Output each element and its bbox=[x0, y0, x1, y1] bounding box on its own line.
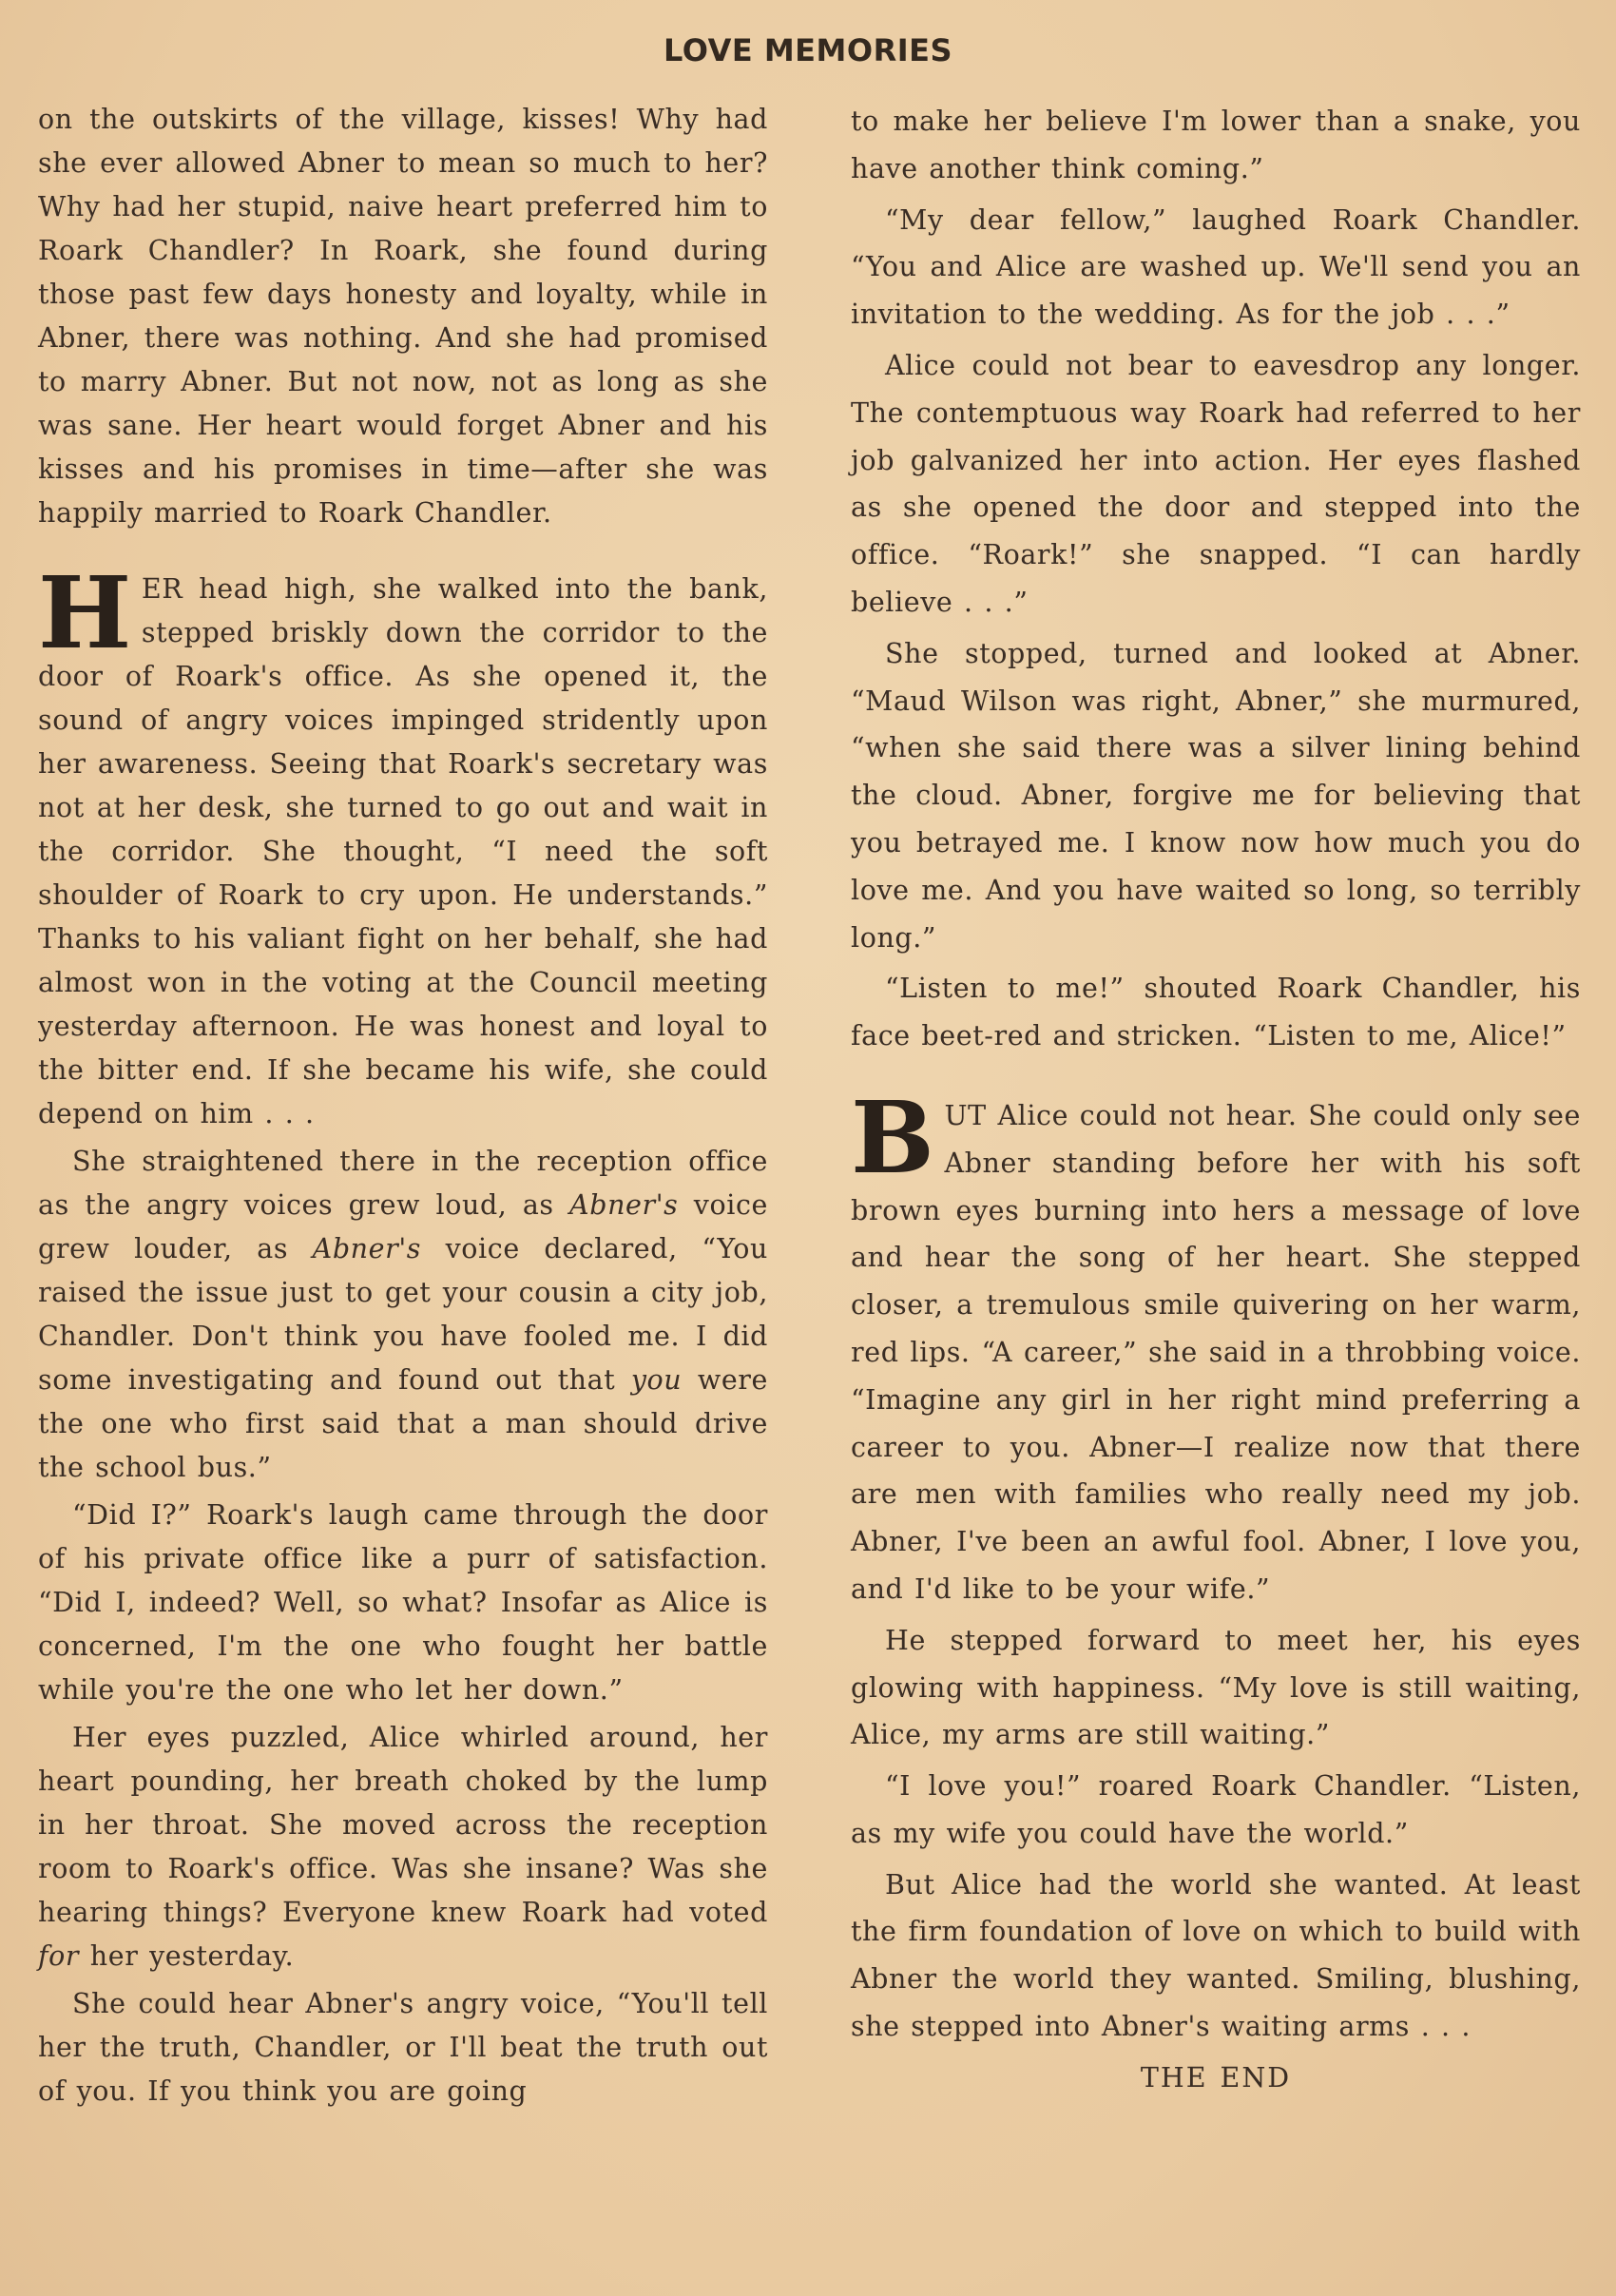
text-run: “I love you!” roared Roark Chandler. “Listen, as my wife you could have the world.” bbox=[851, 1770, 1581, 1849]
paragraph bbox=[38, 98, 768, 535]
paragraph bbox=[851, 342, 1581, 627]
text-run: to make her believe I'm lower than a snake, you have another think coming.” bbox=[851, 106, 1581, 184]
text-run: voice declared, “You raised the issue just to get your cousin a city job, Chandler. Don't think you have fooled me. I did some investigating and found out that bbox=[38, 1233, 768, 1396]
text-run: But Alice had the world she wanted. At least the firm foundation of love on which to build with Abner the world they wanted. Smiling, blushing, she stepped into Abner's waiting arms . . . bbox=[851, 1868, 1581, 2043]
text-run: She stopped, turned and looked at Abner. “Maud Wilson was right, Abner,” she murmured, “when she said there was a silver lining behind the cloud. Abner, forgive me for believing that you betrayed me. I know now how much you do love me. And you have waited so long, so terribly long.” bbox=[851, 637, 1581, 954]
paragraph bbox=[38, 1982, 768, 2113]
italic-text: Abner's bbox=[312, 1233, 421, 1264]
text-run: “Listen to me!” shouted Roark Chandler, his face beet-red and stricken. “Listen to me, Alice!” bbox=[851, 973, 1581, 1052]
text-run: He stepped forward to meet her, his eyes glowing with happiness. “My love is still waiting, Alice, my arms are still waiting.” bbox=[851, 1624, 1581, 1751]
text-run: ER head high, she walked into the bank, stepped briskly down the corridor to the door of Roark's office. As she opened it, the sound of angry voices impinged stridently upon her awareness. Seeing that Roark's secretary was not at her desk, she turned to go out and wait in the corridor. She thought, “I need the soft shoulder of Roark to cry upon. He understands.” Thanks to his valiant fight on her behalf, she had almost won in the voting at the Council meeting yesterday afternoon. He was honest and loyal to the bitter end. If she became his wife, she could depend on him . . . bbox=[38, 573, 768, 1129]
paragraph bbox=[851, 1862, 1581, 2051]
drop-cap-paragraph bbox=[851, 1078, 1581, 1613]
paragraph bbox=[851, 98, 1581, 193]
drop-cap-letter: B bbox=[851, 1078, 935, 1196]
paragraph bbox=[38, 1140, 768, 1490]
text-run: voice grew louder, as bbox=[38, 1189, 768, 1264]
paragraph bbox=[38, 1494, 768, 1712]
text-run: She straightened there in the reception office as the angry voices grew loud, as bbox=[38, 1146, 768, 1221]
paragraph bbox=[851, 630, 1581, 962]
text-run: were the one who first said that a man should drive the school bus.” bbox=[38, 1364, 768, 1483]
drop-cap-paragraph bbox=[38, 554, 768, 1136]
text-run: on the outskirts of the village, kisses! Why had she ever allowed Abner to mean so much to her? Why had her stupid, naive heart preferred him to Roark Chandler? In Roark, she found during those past few days honesty and loyalty, while in Abner, there was nothing. And she had promised to marry Abner. But not now, not as long as she was sane. Her heart would forget Abner and his kisses and his promises in time—after she was happily married to Roark Chandler. bbox=[38, 104, 768, 529]
italic-text: you bbox=[630, 1364, 683, 1396]
italic-text: Abner's bbox=[569, 1189, 679, 1221]
page-header: LOVE MEMORIES bbox=[663, 32, 953, 68]
drop-cap-letter: H bbox=[38, 554, 132, 671]
text-run: Her eyes puzzled, Alice whirled around, her heart pounding, her breath choked by the lump in her throat. She moved across the reception room to Roark's office. Was she insane? Was she hearing things? Everyone knew Roark had voted bbox=[38, 1722, 768, 1928]
left-column bbox=[38, 98, 768, 2117]
text-run: “My dear fellow,” laughed Roark Chandler. “You and Alice are washed up. We'll send you an invitation to the wedding. As for the job . . .” bbox=[851, 203, 1581, 331]
paragraph bbox=[851, 965, 1581, 1060]
right-column bbox=[851, 98, 1581, 2106]
the-end-label: THE END bbox=[1140, 2061, 1292, 2093]
paragraph bbox=[851, 1617, 1581, 1759]
text-run: She could hear Abner's angry voice, “You'll tell her the truth, Chandler, or I'll beat the truth out of you. If you think you are going bbox=[38, 1988, 768, 2107]
italic-text: for bbox=[38, 1940, 80, 1972]
text-run: UT Alice could not hear. She could only see Abner standing before her with his soft brown eyes burning into hers a message of love and hear the song of her heart. She stepped closer, a tremulous smile quivering on her warm, red lips. “A career,” she said in a throbbing voice. “Imagine any girl in her right mind preferring a career to you. Abner—I realize now that there are men with families who really need my job. Abner, I've been an awful fool. Abner, I love you, and I'd like to be your wife.” bbox=[851, 1099, 1581, 1605]
paragraph bbox=[851, 197, 1581, 338]
text-run: Alice could not bear to eavesdrop any longer. The contemptuous way Roark had referred to her job galvanized her into action. Her eyes flashed as she opened the door and stepped into the office. “Roark!” she snapped. “I can hardly believe . . .” bbox=[851, 349, 1581, 618]
paragraph bbox=[851, 1763, 1581, 1858]
text-run: “Did I?” Roark's laugh came through the door of his private office like a purr of satisfaction. “Did I, indeed? Well, so what? Insofar as Alice is concerned, I'm the one who fought her battle while you're the one who let her down.” bbox=[38, 1499, 768, 1706]
paragraph bbox=[38, 1716, 768, 1978]
text-run: her yesterday. bbox=[79, 1940, 295, 1972]
